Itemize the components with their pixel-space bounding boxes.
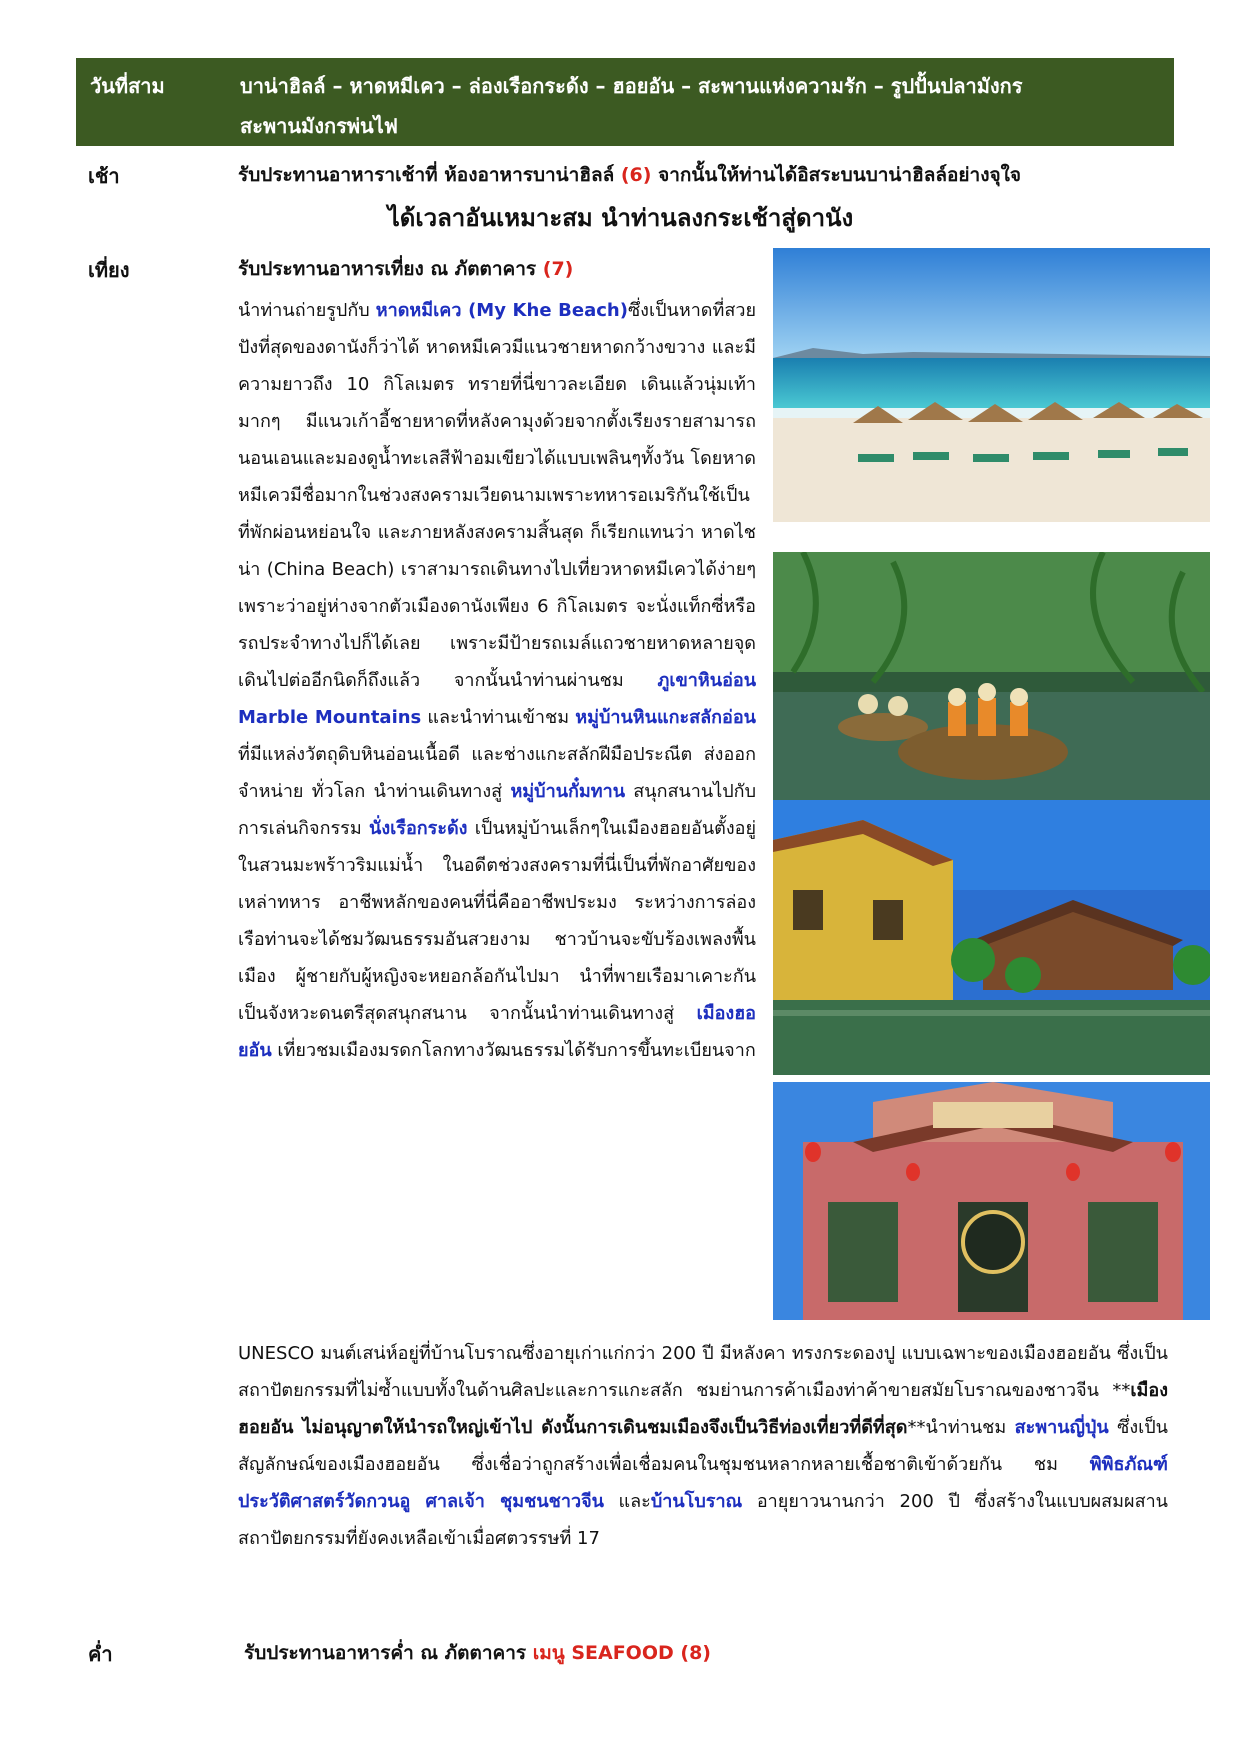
cam-thanh-link: หมู่บ้านกั๋มทาน (510, 781, 626, 802)
route-line-2: สะพานมังกรพ่นไฟ (240, 114, 398, 138)
itinerary-paragraph (238, 292, 756, 1069)
cable-car-line: ได้เวลาอันเหมาะสม นำท่านลงกระเช้าสู่ดานัง (387, 204, 854, 232)
dinner-meal (244, 1638, 711, 1668)
text-run: นำท่านถ่ายรูปกับ (238, 300, 376, 321)
text-run: ซึ่งเป็นหาดที่สวยปังที่สุดของดานังก็ว่าได้ หาดหมีเควมีแนวชายหาดกว้างขวาง และมีความยาวถึง 10 กิโลเมตร ทรายที่นี่ขาวละเอียด เดินแล้วนุ่มเท้ามากๆ มีแนวเก้าอี้ชายหาดที่หลังคามุงด้วยจากตั้งเรียงรายสามารถนอนเอนและมองดูน้ำทะเลสีฟ้าอมเขียวได้แบบเพลินๆทั้งวัน โดยหาดหมีเควมีชื่อมากในช่วงสงครามเวียดนามเพราะทหารอเมริกันใช้เป็นที่พักผ่อนหย่อนใจ และภายหลังสงครามสิ้นสุด ก็เรียกแทนว่า หาดไชน่า (China Beach) เราสามารถเดินทางไปเที่ยวหาดหมีเควได้ง่ายๆเพราะว่าอยู่ห่างจากตัวเมืองดานังเพียง 6 กิโลเมตร จะนั่งแท็กซี่หรือรถประจำทางไปก็ได้เลย เพราะมีป้ายรถเมล์แถวชายหาดหลายจุด เดินไปต่ออีกนิดก็ถึงแล้ว จากนั้นนำท่านผ่านชม (238, 300, 756, 691)
morning-label: เช้า (88, 164, 120, 188)
text-run: ซึ่งเป็นสัญลักษณ์ของเมืองฮอยอัน ซึ่งเชื่อว่าถูกสร้างเพื่อเชื่อมคนในชุมชนหลากหลายเชื้อชาติเข้าด้วยกัน ชม (238, 1417, 1168, 1475)
japanese-bridge-link: สะพานญี่ปุ่น (1014, 1417, 1109, 1438)
museum-link: พิพิธภัณฑ์ประวัติศาสตร์วัดกวนอู ศาลเจ้า ชุมชนชาวจีน (238, 1454, 1168, 1512)
text-run: อายุยาวนานกว่า 200 ปี ซึ่งสร้างในแบบผสมผสานสถาปัตยกรรมที่ยังคงเหลือเข้าเมื่อศตวรรษที่ 17 (238, 1491, 1168, 1549)
morning-meal (238, 160, 1021, 190)
bus-restriction-note: เมืองฮอยอัน ไม่อนุญาตให้นำรถใหญ่เข้าไป ดังนั้นการเดินชมเมืองจึงเป็นวิธีท่องเที่ยวที่ดีที่สุด (238, 1380, 1168, 1438)
japanese-bridge-photo (773, 800, 1210, 1075)
day-header-bar (76, 58, 1174, 146)
hoi-an-link: เมืองฮอยอัน (238, 1003, 756, 1061)
basket-boat-photo (773, 552, 1210, 800)
marble-mountains-link: ภูเขาหินอ่อน Marble Mountains (238, 670, 756, 728)
route-line-1: บาน่าฮิลล์ – หาดหมีเคว – ล่องเรือกระด้ง – ฮอยอัน – สะพานแห่งความรัก – รูปปั้นปลามังกร (240, 74, 1023, 98)
old-house-link: บ้านโบราณ (650, 1491, 743, 1512)
text-run: **นำท่านชม (907, 1417, 1015, 1438)
text-run: เที่ยวชมเมืองมรดกโลกทางวัฒนธรรมได้รับการขึ้นทะเบียนจาก (271, 1040, 756, 1061)
morning-num: (6) (620, 164, 652, 186)
stone-village-link: หมู่บ้านหินแกะสลักอ่อน (575, 707, 756, 728)
dinner-label: ค่ำ (88, 1642, 113, 1666)
beach-photo (773, 248, 1210, 522)
text-run: ที่มีแหล่งวัตถุดิบหินอ่อนเนื้อดี และช่างแกะสลักฝีมือประณีต ส่งออกจำหน่าย ทั่วโลก นำท่านเดินทางสู่ (238, 744, 756, 802)
text-run: เป็นหมู่บ้านเล็กๆในเมืองฮอยอันตั้งอยู่ในสวนมะพร้าวริมแม่น้ำ ในอดีตช่วงสงครามที่นี่เป็นที่พักอาศัยของเหล่าทหาร อาชีพหลักของคนที่นี่คืออาชีพประมง ระหว่างการล่องเรือท่านจะได้ชมวัฒนธรรมอันสวยงาม ชาวบ้านจะขับร้องเพลงพื้นเมือง ผู้ชายกับผู้หญิงจะหยอกล้อกันไปมา นำที่พายเรือมาเคาะกันเป็นจังหวะดนตรีสุดสนุกสนาน จากนั้นนำท่านเดินทางสู่ (238, 818, 756, 1024)
text-run: และ (603, 1491, 651, 1512)
basket-boat-link: นั่งเรือกระด้ง (369, 818, 468, 839)
dinner-menu: เมนู SEAFOOD (532, 1642, 674, 1664)
lunch-num: (7) (542, 258, 574, 280)
lunch-label: เที่ยง (88, 258, 130, 282)
dinner-text: รับประทานอาหารค่ำ ณ ภัตตาคาร (244, 1642, 527, 1664)
text-run: และนำท่านเข้าชม (421, 707, 576, 728)
dinner-num: (8) (680, 1642, 711, 1664)
text-run: สนุกสนานไปกับการเล่นกิจกรรม (238, 781, 757, 839)
lunch-text: รับประทานอาหารเที่ยง ณ ภัตตาคาร (238, 258, 537, 280)
itinerary-paragraph-wide (238, 1335, 1168, 1557)
lunch-meal (238, 254, 573, 284)
my-khe-beach-link: หาดหมีเคว (My Khe Beach) (375, 300, 628, 321)
text-run: UNESCO มนต์เสน่ห์อยู่ที่บ้านโบราณซึ่งอายุเก่าแก่กว่า 200 ปี มีหลังคา ทรงกระดองปู แบบเฉพาะของเมืองฮอยอัน ซึ่งเป็น สถาปัตยกรรมที่ไม่ซ้ำแบบทั้งในด้านศิลปะและการแกะสลัก ชมย่านการค้าเมืองท่าค้าขายสมัยโบราณของชาวจีน ** (238, 1343, 1168, 1401)
morning-text: รับประทานอาหาราเช้าที่ ห้องอาหารบาน่าฮิลล์ (238, 164, 615, 186)
assembly-hall-gate-photo (773, 1082, 1210, 1320)
morning-text2: จากนั้นให้ท่านได้อิสระบนบาน่าฮิลล์อย่างจุใจ (658, 164, 1022, 186)
day-label: วันที่สาม (90, 74, 165, 98)
